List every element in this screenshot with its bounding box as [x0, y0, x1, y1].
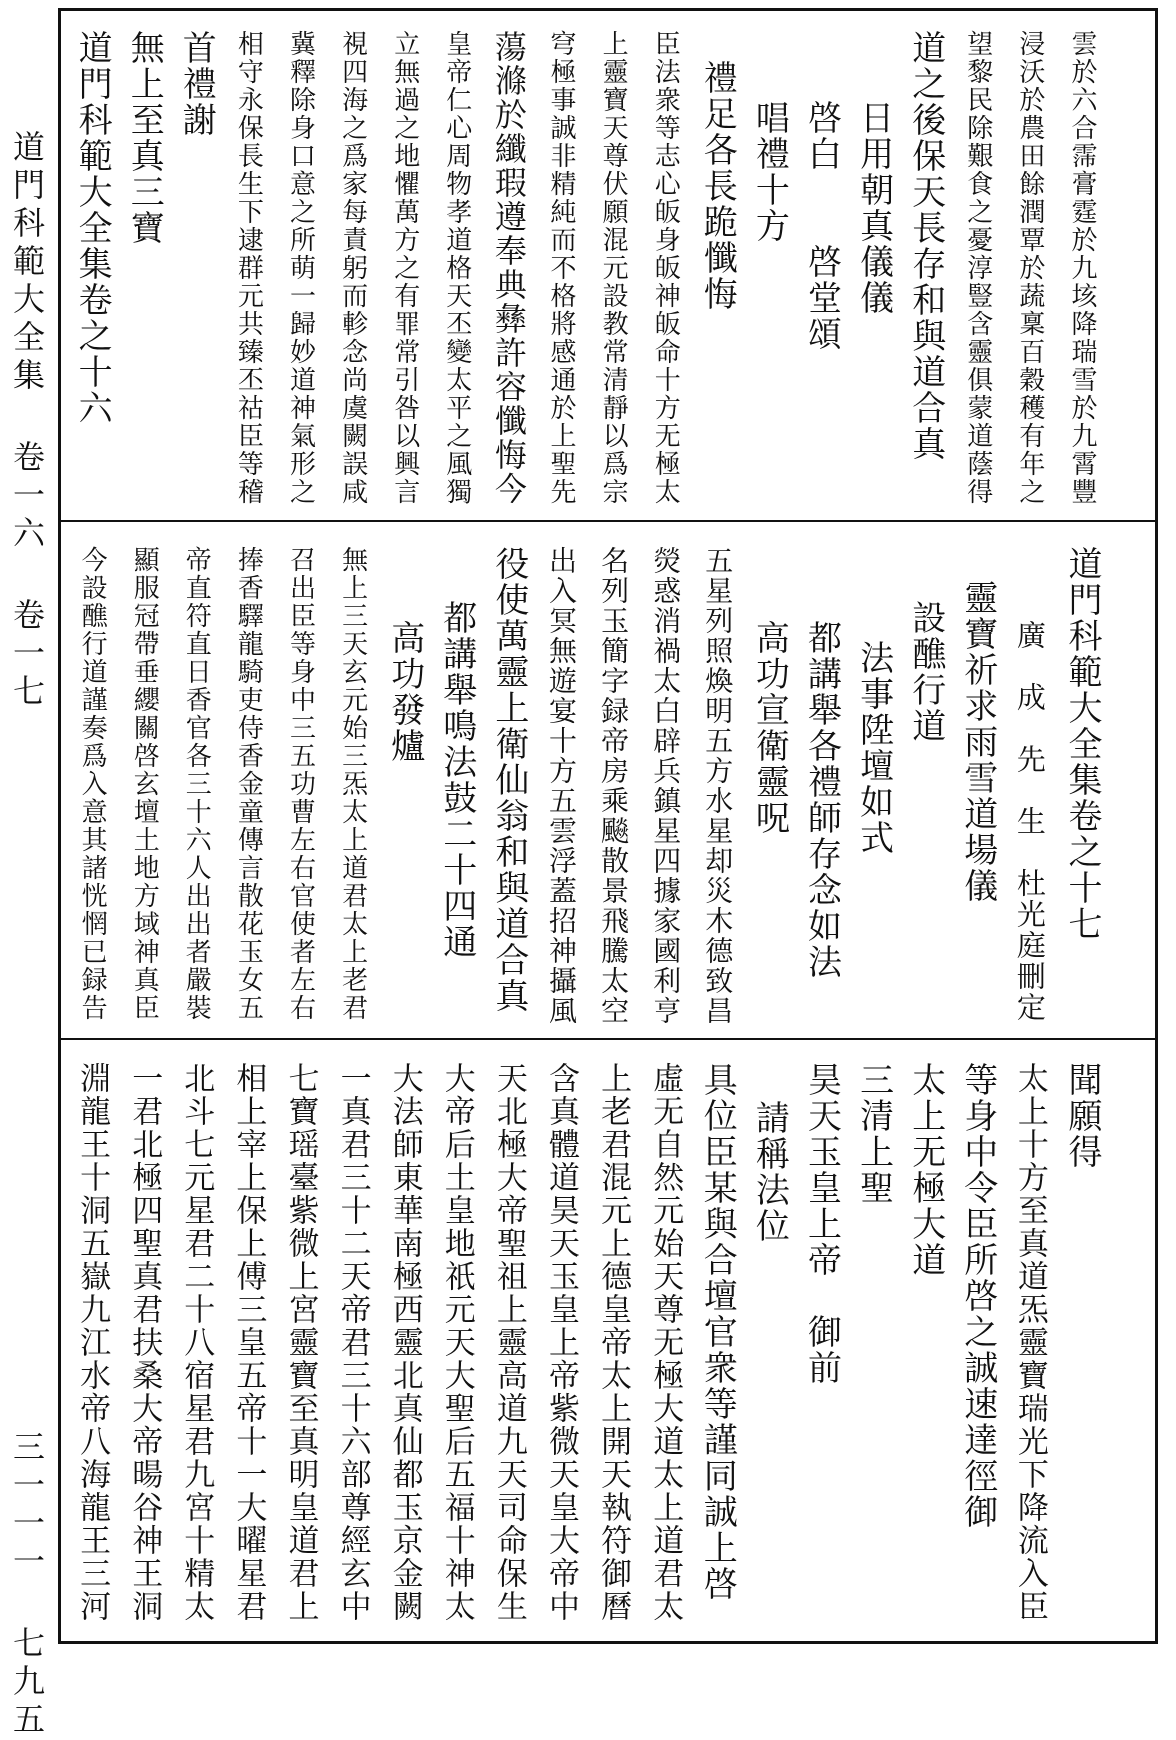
text-column: 大帝后土皇地祇元天大聖后五福十神太 [438, 1062, 475, 1623]
text-column: 昊天玉皇上帝 御前 [801, 1062, 842, 1386]
text-column: 相守永保長生下逮群元共臻丕祜臣等稽 [233, 30, 264, 506]
volume-title: 道門科範大全集卷之十七 [1061, 546, 1102, 942]
text-column: 都講舉各禮師存念如法 [801, 620, 842, 980]
text-column: 浸沃於農田餘潤覃於蔬稟百穀穫有年之 [1014, 30, 1045, 506]
text-column: 虛无自然元始天尊无極大道太上道君太 [647, 1062, 684, 1623]
text-column: 淵龍王十洞五嶽九江水帝八海龍王三河 [74, 1062, 111, 1623]
text-column: 首禮謝 [176, 30, 217, 138]
text-column: 道之後保天長存和與道合真 [905, 30, 946, 462]
text-column: 北斗七元星君二十八宿星君九宮十精太 [178, 1062, 215, 1623]
panel-divider [58, 520, 1158, 522]
text-column: 立無過之地懼萬方之有罪常引咎以興言 [389, 30, 420, 506]
text-column: 唱禮十方 [749, 100, 790, 244]
volume-end-title: 道門科範大全集卷之十六 [72, 30, 113, 426]
text-column: 上靈寶天尊伏願混元設教常清靜以爲宗 [598, 30, 629, 506]
text-column: 含真體道昊天玉皇上帝紫微天皇大帝中 [542, 1062, 579, 1623]
text-column: 三清上聖 [853, 1062, 894, 1206]
text-column: 皇帝仁心周物孝道格天丕變太平之風獨 [441, 30, 472, 506]
text-column: 設醮行道 [905, 600, 946, 744]
text-column: 五星列照煥明五方水星却災木德致昌 [701, 546, 735, 1026]
text-column: 捧香驛龍騎吏侍香金童傳言散花玉女五 [233, 546, 264, 1022]
text-column: 七寶瑶臺紫微上宮靈寶至真明皇道君上 [282, 1062, 319, 1623]
text-column: 都講舉鳴法鼓二十四通 [436, 600, 477, 960]
text-column: 大法師東華南極西靈北真仙都玉京金闕 [386, 1062, 423, 1623]
text-column: 上老君混元上德皇帝太上開天執符御曆 [595, 1062, 632, 1623]
text-column: 視四海之爲家每責躬而軫念尚虞闕誤咸 [337, 30, 368, 506]
text-column: 一真君三十二天帝君三十六部尊經玄中 [334, 1062, 371, 1623]
text-column: 天北極大帝聖祖上靈高道九天司命保生 [490, 1062, 527, 1623]
text-column: 望黎民除艱食之憂淳豎含靈俱蒙道蔭得 [962, 30, 993, 506]
running-header: 道門科範大全集 卷一六 卷一七 [8, 130, 46, 712]
text-column: 蕩滌於纖瑕遵奉典彝許容懺悔今 [489, 30, 528, 506]
text-column: 具位臣某與合壇官衆等謹同誠上啓 [697, 1062, 738, 1602]
text-column: 雲於六合霈膏霆於九垓降瑞雪於九霄豐 [1066, 30, 1097, 506]
text-column: 臣法衆等志心皈身皈神皈命十方无極太 [650, 30, 681, 506]
text-column: 一君北極四聖真君扶桑大帝暘谷神王洞 [126, 1062, 163, 1623]
text-column: 聞願得 [1061, 1062, 1102, 1170]
text-column: 熒惑消禍太白辟兵鎮星四據家國利亨 [649, 546, 683, 1026]
text-column: 靈寶祈求雨雪道場儀 [957, 580, 998, 904]
text-column: 召出臣等身中三五功曹左右官使者左右 [285, 546, 316, 1022]
text-column: 穹極事誠非精純而不格將感通於上聖先 [545, 30, 576, 506]
text-column: 無上三天玄元始三炁太上道君太上老君 [337, 546, 368, 1022]
text-column: 太上十方至真道炁靈寶瑞光下降流入臣 [1011, 1062, 1048, 1623]
text-column: 役使萬靈上衛仙翁和與道合真 [488, 546, 529, 1014]
text-column: 帝直符直日香官各三十六人出出者嚴裝 [181, 546, 212, 1022]
text-column: 啓白 啓堂頌 [801, 100, 842, 352]
text-column: 高功宣衛靈呪 [749, 620, 790, 836]
panel-divider [58, 1038, 1158, 1040]
text-column: 今設醮行道謹奏爲入意其諸恍惘已録告 [77, 546, 108, 1022]
text-column: 相上宰上保上傅三皇五帝十一大曜星君 [230, 1062, 267, 1623]
text-column: 法事陞壇如式 [853, 640, 894, 856]
author-line: 廣 成 先 生 杜光庭刪定 [1012, 620, 1047, 1023]
text-column: 高功發爐 [384, 620, 425, 764]
text-column: 日用朝真儀儀 [853, 100, 894, 316]
text-column: 出入冥無遊宴十方五雲浮蓋招神攝風 [544, 546, 578, 1026]
text-column: 無上至真三寶 [124, 30, 165, 246]
text-column: 名列玉簡字録帝房乘飈散景飛騰太空 [597, 546, 631, 1026]
page-number: 三一一一 七九五 [8, 1430, 46, 1740]
text-column: 禮足各長跪懺悔 [697, 60, 738, 312]
text-column: 太上无極大道 [905, 1062, 946, 1278]
text-column: 顯服冠帶垂纓關啓玄壇土地方域神真臣 [129, 546, 160, 1022]
text-column: 冀釋除身口意之所萌一歸妙道神氣形之 [285, 30, 316, 506]
text-column: 等身中令臣所啓之誠速達徑御 [957, 1062, 998, 1530]
text-column: 請稱法位 [749, 1100, 790, 1244]
